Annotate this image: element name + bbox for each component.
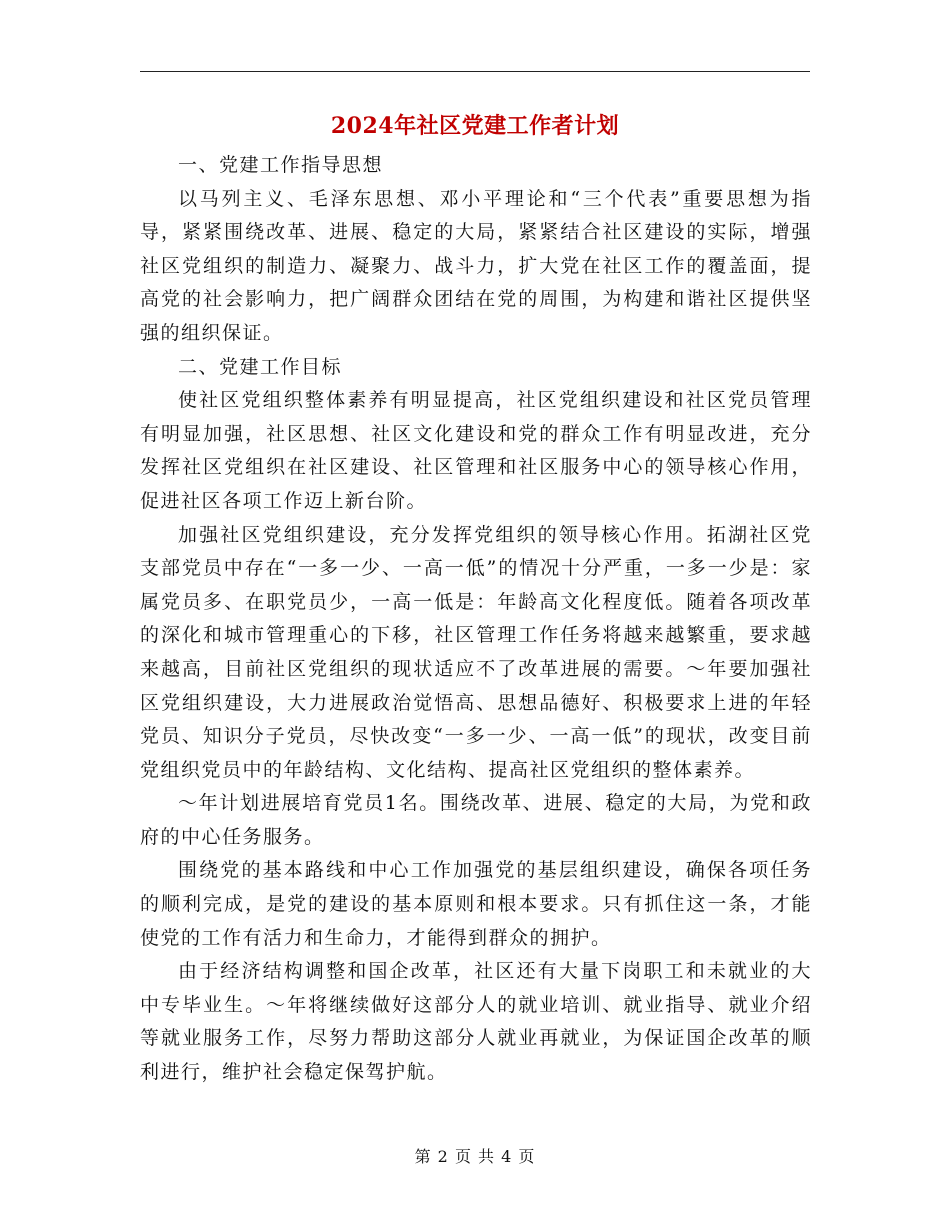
section-heading-work-goals: 二、党建工作目标 [178, 355, 343, 378]
page-number-footer [140, 1146, 810, 1168]
footer-middle: 页 共 [454, 1147, 496, 1166]
paragraph-work-goals: 使社区党组织整体素养有明显提高，社区党组织建设和社区党员管理有明显加强，社区思想、社区文化建设和党的群众工作有明显改进，充分发挥社区党组织在社区建设、社区管理和社区服务中心的领导核心作用，促进社区各项工作迈上新台阶。 [140, 389, 812, 512]
section-heading-guiding-ideology: 一、党建工作指导思想 [178, 154, 384, 176]
footer-suffix: 页 [518, 1147, 536, 1166]
header-rule [140, 71, 810, 72]
footer-current-page: 2 [437, 1147, 449, 1166]
footer-prefix: 第 [414, 1147, 432, 1166]
paragraph-employment-services: 由于经济结构调整和国企改革，社区还有大量下岗职工和未就业的大中专毕业生。～年将继续做好这部分人的就业培训、就业指导、就业介绍等就业服务工作，尽努力帮助这部分人就业再就业，为保证国企改革的顺利进行，维护社会稳定保驾护航。 [140, 960, 812, 1084]
document-body [140, 149, 812, 1090]
paragraph-guiding-ideology: 以马列主义、毛泽东思想、邓小平理论和“三个代表”重要思想为指导，紧紧围绕改革、进展、稳定的大局，紧紧结合社区建设的实际，增强社区党组织的制造力、凝聚力、战斗力，扩大党在社区工作的覆盖面，提高党的社会影响力，把广阔群众团结在党的周围，为构建和谐社区提供坚强的组织保证。 [140, 187, 812, 344]
footer-total-pages: 4 [501, 1147, 513, 1166]
document-title: 2024年社区党建工作者计划 [330, 113, 620, 139]
paragraph-organization-building: 加强社区党组织建设，充分发挥党组织的领导核心作用。拓湖社区党支部党员中存在“一多一少、一高一低”的情况十分严重，一多一少是：家属党员多、在职党员少，一高一低是：年龄高文化程度低。随着各项改革的深化和城市管理重心的下移，社区管理工作任务将越来越繁重，要求越来越高，目前社区党组织的现状适应不了改革进展的需要。～年要加强社区党组织建设，大力进展政治觉悟高、思想品德好、积极要求上进的年轻党员、知识分子党员，尽快改变“一多一少、一高一低”的现状，改变目前党组织党员中的年龄结构、文化结构、提高社区党组织的整体素养。 [140, 523, 812, 781]
paragraph-member-training: ～年计划进展培育党员1名。围绕改革、进展、稳定的大局，为党和政府的中心任务服务。 [140, 792, 812, 848]
paragraph-basic-line: 围绕党的基本路线和中心工作加强党的基层组织建设，确保各项任务的顺利完成，是党的建设的基本原则和根本要求。只有抓住这一条，才能使党的工作有活力和生命力，才能得到群众的拥护。 [140, 859, 812, 949]
